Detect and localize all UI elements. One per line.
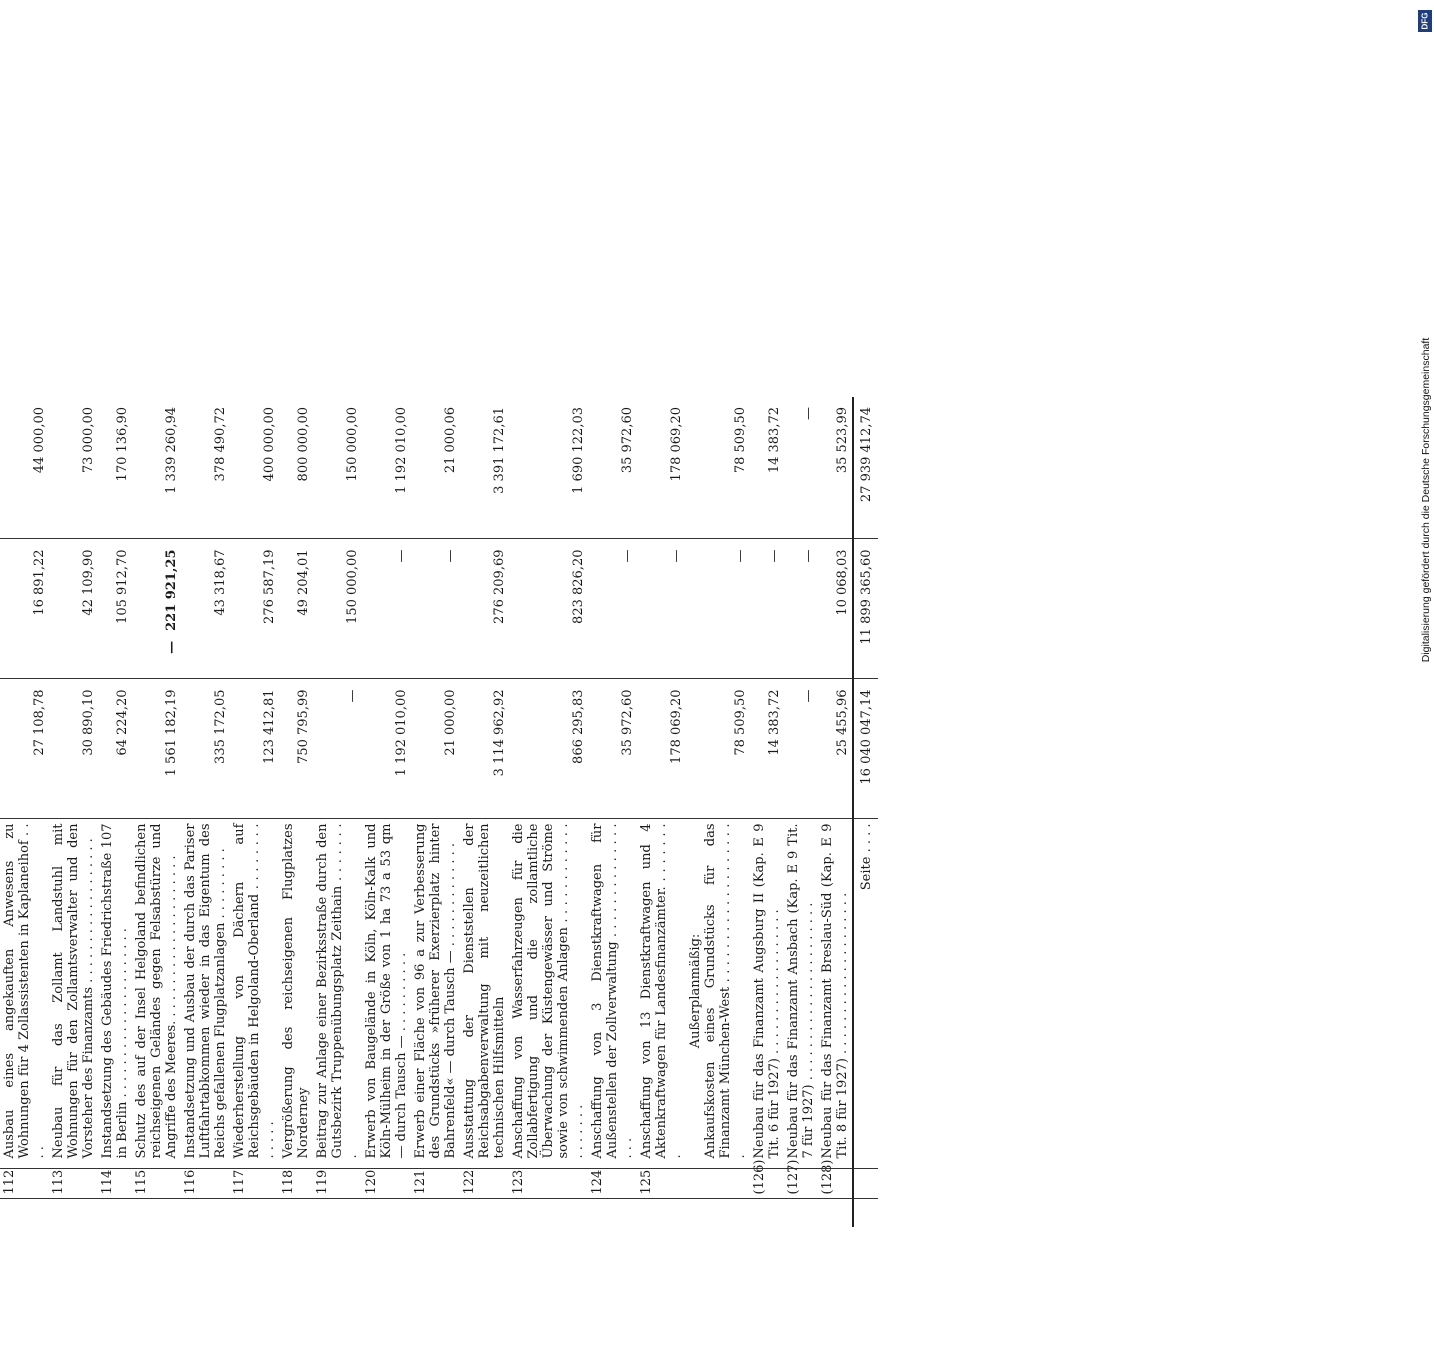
purpose-description: Instandsetzung des Gebäudes Friedrichstraße 107 in Berlin . . . . . . . . . . . . . . . . . . . . . [100,823,130,1159]
spent-amount: 27 108,78 [0,679,49,819]
remaining-amount: 823 826,20 [509,539,588,679]
remaining-amount: 105 912,70 [98,539,132,679]
purpose-text [750,819,784,1169]
title-number: 117 [230,1169,279,1199]
table-row [98,397,132,1227]
sum-amount: 1 690 122,03 [571,407,586,494]
purpose-text [686,819,750,1169]
chapter-cell [509,1199,588,1227]
title-number [686,1169,750,1199]
remaining-amount: 276 209,69 [460,539,509,679]
budget-body [0,397,853,1227]
chapter-cell [279,1199,313,1227]
spent-amount: 1 192 010,00 [362,679,411,819]
purpose-description: Anschaffung von Wasserfahrzeugen für die Zollabfertigung und die zollamtliche Überwachung der Küstengewässer und Ströme sowie von schwimmenden Anlagen . . . . . . . . . . . . . . . . . . . [511,823,586,1159]
spent-amount: 866 295,83 [509,679,588,819]
chapter-cell [313,1199,362,1227]
dfg-logo: DFG [1418,10,1432,32]
spent-amount: 78 509,50 [686,679,750,819]
table-row [411,397,460,1227]
spent-amount: 3 114 962,92 [460,679,509,819]
purpose-description: Neubau für das Finanzamt Ansbach (Kap. E 9 Tit. 7 für 1927) . . . . . . . . . . . . . . . . . . . . . . [786,823,816,1159]
remaining-amount: 49 204,01 [279,539,313,679]
table-row [279,397,313,1227]
purpose-text [637,819,686,1169]
purpose-description: Beitrag zur Anlage einer Bezirksstraße durch den Gutsbezirk Truppenübungsplatz Zeithain . . . . . . . . [315,823,360,1159]
page-total-row [853,397,878,1227]
title-number: 116 [181,1169,230,1199]
chapter-cell [98,1199,132,1227]
chapter-cell [0,1199,49,1227]
purpose-text [509,819,588,1169]
purpose-description: Schutz des auf der Insel Helgoland befindlichen reichseigenen Geländes gegen Felsabstürze und Angriffe des Meeres. . . . . . . . . . . . . . . . . . . . . [134,823,179,1159]
purpose-description: Anschaffung von 3 Dienstkraftwagen für Außenstellen der Zollverwaltung . . . . . . . . . . . . . . . . . [590,823,635,1159]
sum-amount: 73 000,00 [81,407,96,474]
sum-amount: 178 069,20 [669,407,684,482]
purpose-text [279,819,313,1169]
table-row [362,397,411,1227]
table-row [637,397,686,1227]
page-total-spent: 16 040 047,14 [853,679,878,819]
purpose-text [313,819,362,1169]
remaining-amount: — [362,539,411,679]
remaining-amount: — [411,539,460,679]
page-total-sum: 27 939 412,74 [853,397,878,539]
remaining-amount: 42 109,90 [49,539,98,679]
table-row [230,397,279,1227]
page-total-label: Seite . . . . [853,819,878,1169]
remaining-amount: 10 068,03 [818,539,853,679]
spent-amount: 178 069,20 [637,679,686,819]
sum-amount: 3 391 172,61 [492,407,507,494]
sum-amount: 35 523,99 [835,407,850,474]
purpose-text [460,819,509,1169]
title-number: 118 [279,1169,313,1199]
title-number: (128) [818,1169,853,1199]
chapter-cell [411,1199,460,1227]
purpose-text [98,819,132,1169]
chapter-cell [132,1199,181,1227]
purpose-description: Erwerb von Baugelände in Köln, Köln-Kalk und Köln-Mülheim in der Größe von 1 ha 73 a 53 qm — durch Tausch — . . . . . . . . . . [364,823,409,1159]
chapter-cell [460,1199,509,1227]
title-number: (127) [784,1169,818,1199]
purpose-description: Erwerb einer Fläche von 96 a zur Verbesserung des Grundstücks »früherer Exerzierplatz hinter Bahrenfeld« — durch Tausch — . . . . . . . . . . . . . [413,823,458,1159]
purpose-description: Wiederherstellung von Dächern auf Reichsgebäuden in Helgoland-Oberland . . . . . . . . . . . . . [232,823,277,1159]
remaining-amount: 16 891,22 [0,539,49,679]
budget-table [0,397,878,1227]
sum-amount: — [801,407,816,420]
purpose-description: Vergrößerung des reichseigenen Flugplatzes Norderney [281,823,311,1159]
spent-amount: 1 561 182,19 [132,679,181,819]
purpose-text [181,819,230,1169]
chapter-cell [49,1199,98,1227]
table-row [313,397,362,1227]
remaining-amount [132,539,181,679]
remaining-value: 221 921,25 [164,549,179,631]
section-heading: Außerplanmäßig: [688,933,703,1049]
spent-amount: 14 383,72 [750,679,784,819]
title-number: 112 [0,1169,49,1199]
spent-amount: 35 972,60 [588,679,637,819]
sum-amount: 35 972,60 [620,407,635,474]
table-row [0,397,49,1227]
chapter-cell [750,1199,784,1227]
purpose-description: Ankaufskosten eines Grundstücks für das Finanzamt München-West . . . . . . . . . . . . . . . . . . . . [703,823,748,1159]
sum-amount: 150 000,00 [345,407,360,482]
purpose-description: Ausstattung der Dienststellen der Reichsabgabenverwaltung mit neuzeitlichen technischen Hilfsmitteln [462,823,507,1159]
title-number: 120 [362,1169,411,1199]
spent-amount: 25 455,96 [818,679,853,819]
remaining-amount: — [686,539,750,679]
table-row [686,397,750,1227]
remaining-amount: — [784,539,818,679]
spent-amount: 123 412,81 [230,679,279,819]
spent-amount: 335 172,05 [181,679,230,819]
chapter-cell [637,1199,686,1227]
purpose-text [818,819,853,1169]
sum-amount: 400 000,00 [262,407,277,482]
chapter-cell [784,1199,818,1227]
table-row [181,397,230,1227]
title-number: 119 [313,1169,362,1199]
purpose-text [49,819,98,1169]
sum-amount: 170 136,90 [115,407,130,482]
chapter-cell [230,1199,279,1227]
title-number: 123 [509,1169,588,1199]
table-row [509,397,588,1227]
remaining-amount: 276 587,19 [230,539,279,679]
purpose-text [784,819,818,1169]
chapter-cell [588,1199,637,1227]
table-row [750,397,784,1227]
purpose-description: Neubau für das Zollamt Landstuhl mit Wohnungen für den Zollamtsverwalter und den Vorsteher des Finanzamts . . . . . . . . . . . . . . . . . . [51,823,96,1159]
purpose-text [0,819,49,1169]
sum-amount: 378 490,72 [213,407,228,482]
sum-amount: 78 509,50 [733,407,748,474]
sum-amount: 1 192 010,00 [394,407,409,494]
purpose-description: Ausbau eines angekauften Anwesens zu Wohnungen für 4 Zollassistenten in Kaplaneihof . . . . [2,823,47,1159]
spent-amount: 30 890,10 [49,679,98,819]
spent-amount: 750 795,99 [279,679,313,819]
chapter-cell [818,1199,853,1227]
title-number: 114 [98,1169,132,1199]
rotated-sheet [0,362,1072,1362]
spent-amount: 21 000,00 [411,679,460,819]
purpose-description: Neubau für das Finanzamt Breslau-Süd (Kap. E 9 Tit. 8 für 1927) . . . . . . . . . . . . . . . . . . . . [820,823,850,1159]
dfg-credit-text: Digitalisierung gefördert durch die Deutsche Forschungsgemeinschaft [1420,337,1432,663]
remaining-amount: 43 318,67 [181,539,230,679]
purpose-text [362,819,411,1169]
sum-amount: 44 000,00 [32,407,47,474]
remaining-amount: — [637,539,686,679]
purpose-text [230,819,279,1169]
remaining-amount: — [750,539,784,679]
title-number: 113 [49,1169,98,1199]
sum-amount: 800 000,00 [296,407,311,482]
chapter-cell [362,1199,411,1227]
table-row [49,397,98,1227]
table-row [460,397,509,1227]
spent-amount: — [784,679,818,819]
title-number: 115 [132,1169,181,1199]
title-number: 124 [588,1169,637,1199]
title-number: 121 [411,1169,460,1199]
purpose-text [588,819,637,1169]
sum-amount: 1 339 260,94 [164,407,179,494]
purpose-description: Instandsetzung und Ausbau der durch das Pariser Luftfahrtabkommen wieder in das Eigentum des Reichs gefallenen Flugplatzanlagen . . . . . . . . . [183,823,228,1159]
sum-amount: 21 000,06 [443,407,458,474]
chapter-cell [686,1199,750,1227]
remaining-amount: 150 000,00 [313,539,362,679]
remaining-amount: — [588,539,637,679]
purpose-description: Anschaffung von 13 Dienstkraftwagen und 4 Aktenkraftwagen für Landesfinanzämter. . . . . . . . . [639,823,684,1159]
title-number: 122 [460,1169,509,1199]
sum-amount: 14 383,72 [767,407,782,474]
table-row [784,397,818,1227]
table-row [818,397,853,1227]
spent-amount: 64 224,20 [98,679,132,819]
purpose-text [132,819,181,1169]
budget-page [0,397,938,1227]
purpose-text [411,819,460,1169]
title-number: (126) [750,1169,784,1199]
title-number: 125 [637,1169,686,1199]
correction-mark: — [164,640,179,654]
purpose-description: Neubau für das Finanzamt Augsburg II (Kap. E 9 Tit. 6 für 1927) . . . . . . . . . . . . . . . . . . [752,823,782,1159]
page-total-remaining: 11 899 365,60 [853,539,878,679]
spent-amount: — [313,679,362,819]
table-row [588,397,637,1227]
chapter-cell [181,1199,230,1227]
dfg-credit-strip [1418,0,1434,1000]
table-row [132,397,181,1227]
